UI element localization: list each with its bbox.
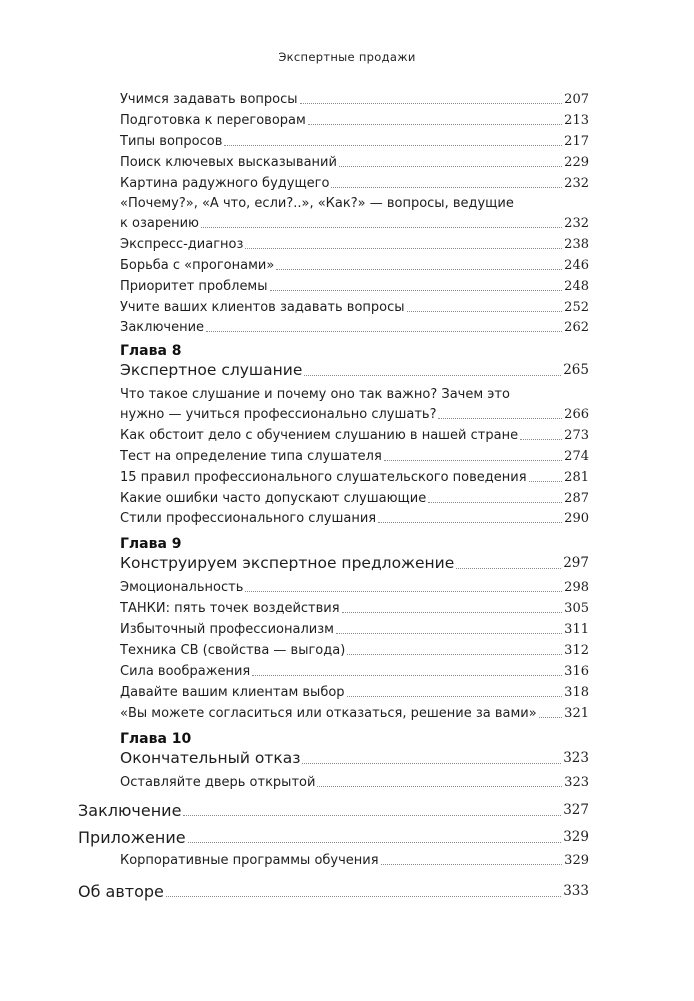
toc-entry[interactable] xyxy=(120,279,589,295)
toc-entry-page: 229 xyxy=(564,155,589,170)
toc-entry-page: 321 xyxy=(564,706,589,721)
dot-leader xyxy=(520,439,562,440)
toc-entry-page: 232 xyxy=(564,216,589,231)
toc-entry-title: Техника СВ (свойства — выгода) xyxy=(120,643,346,658)
toc-entry[interactable] xyxy=(120,428,589,444)
toc-entry-title: ТАНКИ: пять точек воздействия xyxy=(120,601,340,616)
toc-entry-page: 274 xyxy=(564,449,589,464)
toc-entry-conclusion[interactable] xyxy=(78,801,589,820)
toc-entry-title: Тест на определение типа слушателя xyxy=(120,449,382,464)
toc-entry-page: 329 xyxy=(564,853,589,868)
toc-entry[interactable] xyxy=(120,155,589,171)
toc-entry-page: 238 xyxy=(564,237,589,252)
chapter-label: Глава 9 xyxy=(120,536,182,552)
toc-entry-page: 311 xyxy=(564,622,589,637)
dot-leader xyxy=(300,103,563,104)
toc-entry[interactable] xyxy=(120,601,589,617)
dot-leader xyxy=(331,187,562,188)
toc-entry[interactable] xyxy=(120,300,589,316)
dot-leader xyxy=(339,166,562,167)
toc-entry[interactable] xyxy=(120,643,589,659)
dot-leader xyxy=(166,896,561,897)
toc-entry[interactable] xyxy=(120,176,589,192)
dot-leader xyxy=(245,248,562,249)
dot-leader xyxy=(183,815,561,816)
chapter-title-entry[interactable] xyxy=(120,554,589,573)
toc-entry-page: 207 xyxy=(564,92,589,107)
toc-entry-title: Картина радужного будущего xyxy=(120,176,330,191)
toc-entry-title: Как обстоит дело с обучением слушанию в нашей стране xyxy=(120,428,519,443)
dot-leader xyxy=(270,290,563,291)
toc-entry-page: 281 xyxy=(564,470,589,485)
dot-leader xyxy=(302,763,561,764)
toc-entry-page: 217 xyxy=(564,134,589,149)
chapter-page: 323 xyxy=(563,750,589,766)
dot-leader xyxy=(381,864,563,865)
toc-entry-page: 213 xyxy=(564,113,589,128)
toc-entry-title: Учите ваших клиентов задавать вопросы xyxy=(120,300,405,315)
toc-entry[interactable] xyxy=(120,491,589,507)
toc-entry[interactable] xyxy=(120,511,589,527)
toc-entry-page: 298 xyxy=(564,580,589,595)
toc-entry-page: 290 xyxy=(564,511,589,526)
toc-entry[interactable] xyxy=(120,134,589,150)
toc-entry-title: Об авторе xyxy=(78,882,164,901)
dot-leader xyxy=(304,375,561,376)
toc-entry-title: Подготовка к переговорам xyxy=(120,113,306,128)
toc-entry-title: «Вы можете согласиться или отказаться, решение за вами» xyxy=(120,706,537,721)
toc-entry[interactable] xyxy=(120,775,589,791)
toc-entry-page: 287 xyxy=(564,491,589,506)
chapter-label: Глава 10 xyxy=(120,731,192,747)
toc-entry-appendix[interactable] xyxy=(78,828,589,847)
toc-entry[interactable] xyxy=(120,113,589,129)
toc-entry-title: Экспресс-диагноз xyxy=(120,237,244,252)
dot-leader xyxy=(188,842,562,843)
toc-entry[interactable] xyxy=(120,237,589,253)
toc-entry-title: Учимся задавать вопросы xyxy=(120,92,298,107)
dot-leader xyxy=(206,331,562,332)
toc-entry-page: 266 xyxy=(564,407,589,422)
toc-entry-title: Давайте вашим клиентам выбор xyxy=(120,685,345,700)
toc-entry-title: к озарению xyxy=(120,216,199,231)
toc-entry[interactable] xyxy=(120,580,589,596)
dot-leader xyxy=(347,654,562,655)
toc-entry[interactable] xyxy=(120,407,589,423)
toc-entry-title: Приоритет проблемы xyxy=(120,279,268,294)
dot-leader xyxy=(407,311,563,312)
toc-entry-title: Приложение xyxy=(78,828,186,847)
toc-entry-title: Заключение xyxy=(78,801,182,820)
toc-entry-title: Какие ошибки часто допускают слушающие xyxy=(120,491,427,506)
toc-entry-title: Стили профессионального слушания xyxy=(120,511,377,526)
toc-entry[interactable] xyxy=(120,449,589,465)
toc-entry[interactable] xyxy=(120,622,589,638)
chapter-page: 265 xyxy=(563,362,589,378)
toc-entry-page: 305 xyxy=(564,601,589,616)
toc-entry-title: Оставляйте дверь открытой xyxy=(120,775,316,790)
toc-entry-title-line1: Что такое слушание и почему оно так важно? Зачем это xyxy=(120,387,510,402)
running-head: Экспертные продажи xyxy=(278,50,416,64)
dot-leader xyxy=(342,612,563,613)
dot-leader xyxy=(347,696,563,697)
toc-entry-about-author[interactable] xyxy=(78,882,589,901)
toc-entry-title: Борьба с «прогонами» xyxy=(120,258,275,273)
toc-entry-page: 323 xyxy=(564,775,589,790)
toc-entry-page: 262 xyxy=(564,320,589,335)
dot-leader xyxy=(317,786,562,787)
toc-entry-page: 248 xyxy=(564,279,589,294)
toc-entry[interactable] xyxy=(120,853,589,869)
toc-entry[interactable] xyxy=(120,664,589,680)
toc-entry[interactable] xyxy=(120,92,589,108)
toc-entry-title: Избыточный профессионализм xyxy=(120,622,334,637)
dot-leader xyxy=(456,568,561,569)
toc-entry-title: Типы вопросов xyxy=(120,134,223,149)
toc-entry-page: 327 xyxy=(563,802,589,818)
dot-leader xyxy=(245,591,562,592)
toc-entry[interactable] xyxy=(120,258,589,274)
toc-entry-page: 316 xyxy=(564,664,589,679)
dot-leader xyxy=(438,418,562,419)
toc-entry-title: нужно — учиться профессионально слушать? xyxy=(120,407,437,422)
dot-leader xyxy=(201,227,562,228)
toc-entry-page: 312 xyxy=(564,643,589,658)
dot-leader xyxy=(252,675,562,676)
toc-entry-page: 252 xyxy=(564,300,589,315)
dot-leader xyxy=(336,633,562,634)
dot-leader xyxy=(276,269,562,270)
dot-leader xyxy=(384,460,562,461)
toc-entry-page: 329 xyxy=(563,829,589,845)
toc-entry-title: Поиск ключевых высказываний xyxy=(120,155,337,170)
toc-entry-title: 15 правил профессионального слушательского поведения xyxy=(120,470,527,485)
toc-entry[interactable] xyxy=(120,685,589,701)
toc-entry[interactable] xyxy=(120,216,589,232)
toc-entry-page: 232 xyxy=(564,176,589,191)
toc-entry-title: Заключение xyxy=(120,320,205,335)
dot-leader xyxy=(308,124,562,125)
chapter-title-entry[interactable] xyxy=(120,749,589,768)
toc-entry-page: 318 xyxy=(564,685,589,700)
toc-entry-title: Корпоративные программы обучения xyxy=(120,853,379,868)
toc-entry-title-line1: «Почему?», «А что, если?..», «Как?» — вопросы, ведущие xyxy=(120,196,514,211)
toc-entry[interactable] xyxy=(120,706,589,722)
chapter-label: Глава 8 xyxy=(120,343,182,359)
dot-leader xyxy=(224,145,562,146)
dot-leader xyxy=(378,522,562,523)
toc-entry-title: Эмоциональность xyxy=(120,580,244,595)
dot-leader xyxy=(428,502,562,503)
toc-entry[interactable] xyxy=(120,470,589,486)
chapter-title-entry[interactable] xyxy=(120,361,589,380)
dot-leader xyxy=(529,481,563,482)
toc-entry-page: 273 xyxy=(564,428,589,443)
toc-entry-page: 333 xyxy=(563,883,589,899)
chapter-page: 297 xyxy=(563,555,589,571)
toc-entry[interactable] xyxy=(120,320,589,336)
toc-entry-page: 246 xyxy=(564,258,589,273)
toc-entry-title: Сила воображения xyxy=(120,664,251,679)
chapter-title: Конструируем экспертное предложение xyxy=(120,554,455,572)
chapter-title: Окончательный отказ xyxy=(120,749,301,767)
chapter-title: Экспертное слушание xyxy=(120,361,303,379)
dot-leader xyxy=(539,717,562,718)
